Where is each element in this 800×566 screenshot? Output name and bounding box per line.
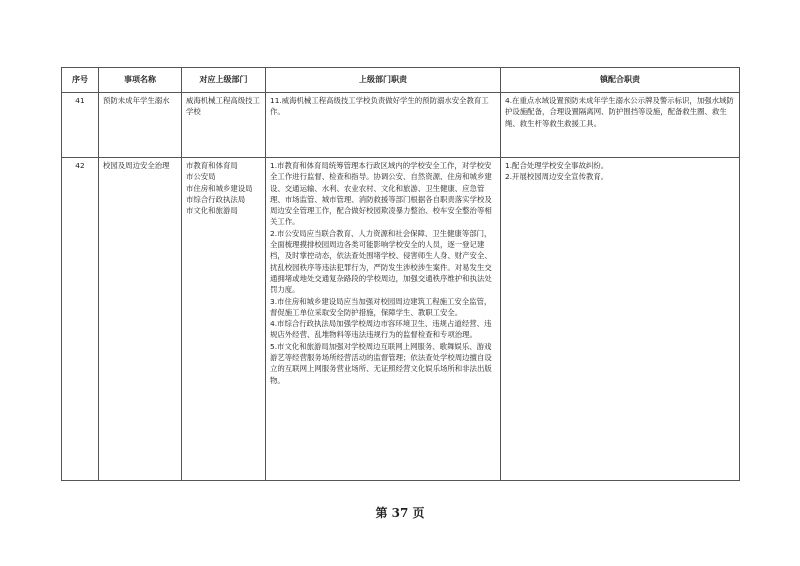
row-upper-dept: 威海机械工程高级技工学校 (182, 93, 266, 158)
header-upper-dept: 对应上级部门 (182, 68, 266, 93)
town-duty-line: 2.开展校园周边安全宣传教育。 (505, 172, 609, 182)
row-item-name: 预防未成年学生溺水 (99, 93, 182, 158)
dept-line: 市文化和旅游局 (186, 206, 238, 216)
dept-line: 市教育和体育局 (186, 161, 238, 170)
row-index: 41 (62, 93, 99, 158)
row-town-duty (501, 158, 740, 481)
row-upper-duty (266, 158, 501, 481)
dept-line: 市综合行政执法局 (186, 194, 246, 204)
row-upper-dept (182, 158, 266, 481)
row-item-name: 校园及周边安全治理 (99, 158, 182, 481)
duty-paragraph: 3.市住房和城乡建设局应当加强对校园周边建筑工程施工安全监管，督促施工单位采取安全防护措施，保障学生、教职工安全。 (270, 296, 492, 317)
page-number: 第 37 页 (375, 506, 425, 520)
row-town-duty: 4.在重点水域设置预防未成年学生溺水公示牌及警示标识，加强水域防护设施配备，合理设置隔离网、防护围挡等设施，配备救生圈、救生绳、救生杆等救生救援工具。 (501, 93, 740, 158)
dept-line: 市公安局 (186, 172, 216, 182)
duty-paragraph: 2.市公安局应当联合教育、人力资源和社会保障、卫生健康等部门，全面梳理摸排校园周边各类可能影响学校安全的人员，逐一登记建档，及时掌控动态，依法查处围堵学校、侵害师生人身、财产安全、扰乱校园秩序等违法犯罪行为，严防发生涉校涉生案件。对易发生交通拥堵或地处交通复杂路段的学校周边，加强交通秩序维护和执法处罚力度。 (270, 228, 492, 295)
town-duty-line: 1.配合处理学校安全事故纠纷。 (505, 161, 609, 170)
header-index: 序号 (62, 68, 99, 93)
duty-paragraph: 4.市综合行政执法局加强学校周边市容环境卫生、违规占道经营、违规店外经营、乱堆物料等违法违规行为的监督检查和专项治理。 (270, 319, 492, 340)
table-header-row (62, 68, 740, 93)
duty-paragraph: 1.市教育和体育局统筹管理本行政区域内的学校安全工作，对学校安全工作进行监督、检查和指导。协调公安、自然资源、住房和城乡建设、交通运输、水利、农业农村、文化和旅游、卫生健康、应急管理、市场监管、城市管理、消防救援等部门根据各自职责落实学校及周边安全管理工作，配合做好校园欺凌暴力整治、校车安全整治等相关工作。 (270, 161, 492, 227)
dept-line: 市住房和城乡建设局 (186, 183, 253, 193)
duty-table (61, 67, 740, 481)
table-row (62, 158, 740, 481)
header-town-duty: 镇配合职责 (501, 68, 740, 93)
row-index: 42 (62, 158, 99, 481)
header-item-name: 事项名称 (99, 68, 182, 93)
header-upper-duty: 上级部门职责 (266, 68, 501, 93)
duty-paragraph: 5.市文化和旅游局加强对学校周边互联网上网服务、歌舞娱乐、游戏游艺等经营服务场所经营活动的监督管理；依法查处学校周边擅自设立的互联网上网服务营业场所、无证照经营文化娱乐场所和非法出版物。 (270, 341, 492, 385)
table-row (62, 93, 740, 158)
row-upper-duty: 11.威海机械工程高级技工学校负责做好学生的预防溺水安全教育工作。 (266, 93, 501, 158)
